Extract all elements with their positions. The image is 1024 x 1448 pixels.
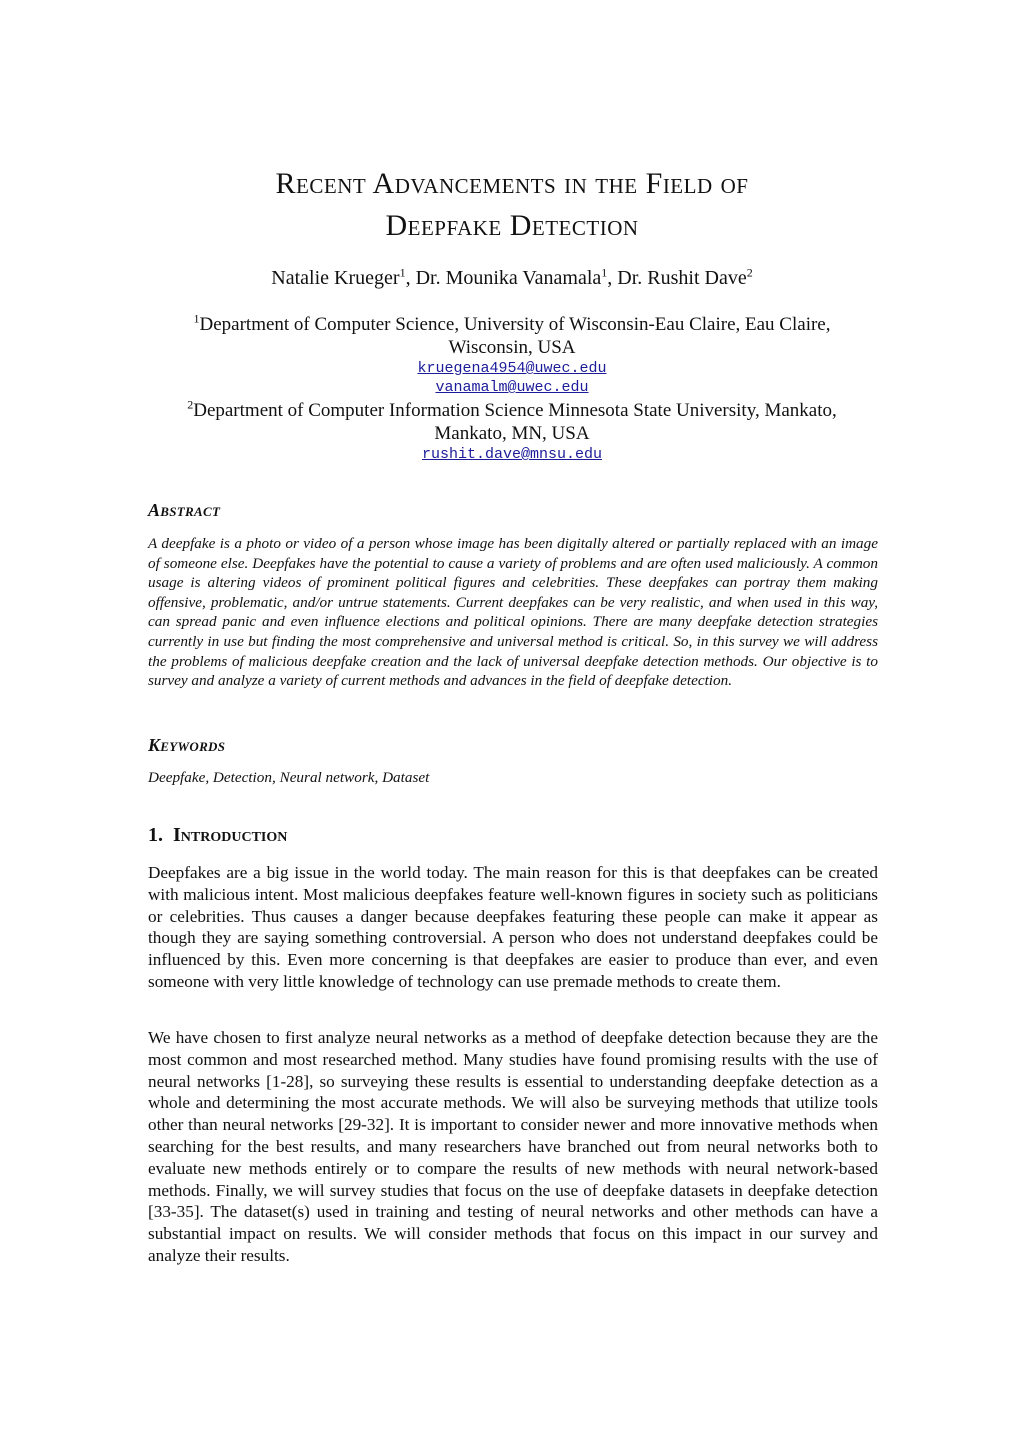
paper-title xyxy=(0,163,1024,247)
author-name: Dr. Rushit Dave xyxy=(617,267,747,289)
email-link[interactable]: kruegena4954@uwec.edu xyxy=(417,360,607,377)
body-paragraph: Deepfakes are a big issue in the world today. The main reason for this is that deepfakes can be created with malicious intent. Most malicious deepfakes feature well-known figures in society such as politicians or celebrities. Thus causes a danger because deepfakes featuring these people can make it appear as though they are saying something controversial. A person who does not understand deepfakes could be influenced by this. Even more concerning is that deepfakes are easier to produce than ever, and even someone with very little knowledge of technology can use premade methods to create them. xyxy=(148,863,878,991)
author-name: Dr. Mounika Vanamala xyxy=(415,267,602,289)
author-list xyxy=(0,264,1024,292)
affiliation-text: Department of Computer Science, University of Wisconsin-Eau Claire, Eau Claire, xyxy=(199,314,831,335)
author-affiliation-mark: 1 xyxy=(399,265,406,280)
keywords-text: Deepfake, Detection, Neural network, Dataset xyxy=(148,769,430,786)
author-affiliation-mark: 2 xyxy=(746,265,753,280)
title-line-1: Recent Advancements in the Field of xyxy=(275,167,749,201)
author-separator: , xyxy=(607,267,618,289)
title-line-2: Deepfake Detection xyxy=(385,209,639,243)
affiliation-2 xyxy=(0,399,1024,464)
affiliation-mark: 1 xyxy=(193,311,200,326)
affiliation-1 xyxy=(0,313,1024,397)
section-title: Introduction xyxy=(173,824,288,846)
email-link[interactable]: rushit.dave@mnsu.edu xyxy=(421,446,603,463)
affiliation-line: Mankato, MN, USA xyxy=(434,423,590,444)
author-name: Natalie Krueger xyxy=(271,267,400,289)
affiliation-mark: 2 xyxy=(187,397,194,412)
introduction-heading xyxy=(148,824,287,847)
author-separator: , xyxy=(405,267,416,289)
affiliation-line xyxy=(0,313,1024,336)
abstract-text: A deepfake is a photo or video of a person whose image has been digitally altered or partially replaced with an image of someone else. Deepfakes have the potential to cause a variety of problems and are often used maliciously. A common usage is altering videos of prominent political figures and celebrities. These deepfakes can portray them making offensive, problematic, and/or untrue statements. Current deepfakes can be very realistic, and when used in this way, can spread panic and even influence elections and political opinions. There are many deepfake detection strategies currently in use but finding the most comprehensive and universal method is critical. So, in this survey we will address the problems of malicious deepfake creation and the lack of universal deepfake detection methods. Our objective is to survey and analyze a variety of current methods and advances in the field of deepfake detection. xyxy=(148,535,878,690)
body-paragraph: We have chosen to first analyze neural networks as a method of deepfake detection because they are the most common and most researched method. Many studies have found promising results with the use of neural networks [1-28], so surveying these results is essential to understanding deepfake detection as a whole and determining the most accurate methods. We will also be surveying methods that utilize tools other than neural networks [29-32]. It is important to consider newer and more innovative methods when searching for the best results, and many researchers have branched out from neural networks both to evaluate new methods entirely or to compare the results of new methods with neural network-based methods. Finally, we will survey studies that focus on the use of deepfake datasets in deepfake detection [33-35]. The dataset(s) used in training and testing of neural networks and other methods can have a substantial impact on results. We will consider methods that focus on this impact in our survey and analyze their results. xyxy=(148,1028,878,1265)
author-affiliation-mark: 1 xyxy=(601,265,608,280)
email-link[interactable]: vanamalm@uwec.edu xyxy=(435,379,589,396)
affiliation-line xyxy=(0,399,1024,422)
section-number: 1. xyxy=(148,824,163,846)
abstract-heading: Abstract xyxy=(148,500,221,520)
affiliation-line: Wisconsin, USA xyxy=(448,337,576,358)
affiliation-text: Department of Computer Information Science Minnesota State University, Mankato, xyxy=(193,400,837,421)
keywords-heading: Keywords xyxy=(148,735,226,755)
